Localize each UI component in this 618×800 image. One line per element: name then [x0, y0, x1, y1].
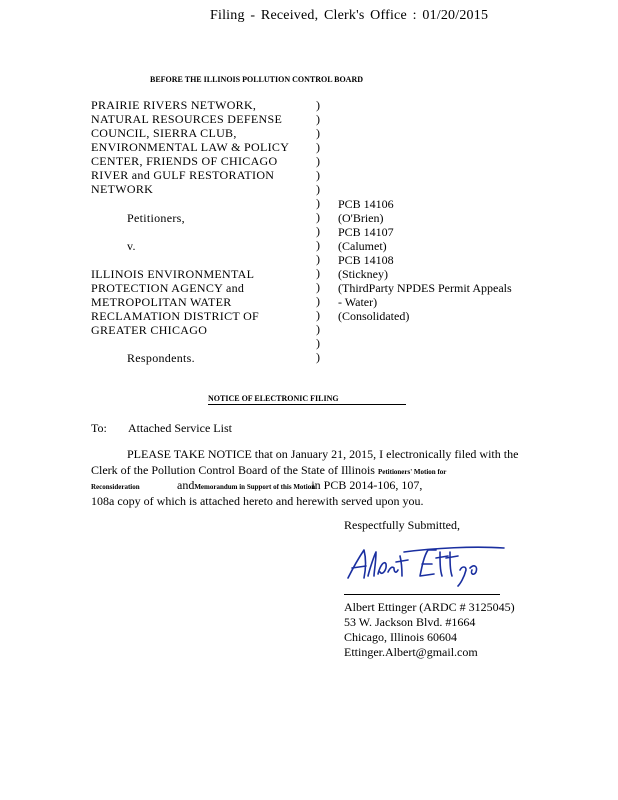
caption-paren: ) [316, 350, 320, 364]
caption-paren: ) [316, 252, 320, 266]
respondent-line: ILLINOIS ENVIRONMENTAL [91, 267, 255, 281]
caption-paren: ) [316, 238, 320, 252]
petitioner-line: ENVIRONMENTAL LAW & POLICY [91, 140, 290, 154]
caption-paren: ) [316, 112, 320, 126]
filing-header: Filing - Received, Clerk's Office : 01/20/2015 [210, 8, 489, 23]
caption-paren: ) [316, 168, 320, 182]
body-line-4: 108a copy of which is attached hereto and herewith served upon you. [91, 494, 424, 508]
caption-paren-column [316, 98, 320, 364]
caption-paren: ) [316, 140, 320, 154]
case-line: (Calumet) [338, 239, 387, 253]
signature-line [344, 594, 500, 595]
respondent-line: GREATER CHICAGO [91, 323, 208, 337]
signer-email: Ettinger.Albert@gmail.com [344, 645, 478, 659]
signer-address-2: Chicago, Illinois 60604 [344, 630, 457, 644]
versus-label: v. [127, 239, 136, 253]
caption-paren: ) [316, 294, 320, 308]
notice-title: NOTICE OF ELECTRONIC FILING [208, 394, 406, 405]
signer-name: Albert Ettinger (ARDC # 3125045) [344, 600, 515, 614]
and-word: and [177, 478, 195, 492]
caption-paren: ) [316, 154, 320, 168]
petitioner-line: RIVER and GULF RESTORATION [91, 168, 275, 182]
caption-paren: ) [316, 322, 320, 336]
petitioners-label: Petitioners, [127, 211, 185, 225]
to-label: To: [91, 421, 107, 435]
respondent-line: RECLAMATION DISTRICT OF [91, 309, 260, 323]
caption-paren: ) [316, 196, 320, 210]
caption-paren: ) [316, 224, 320, 238]
case-line: PCB 14106 [338, 197, 394, 211]
signer-address-1: 53 W. Jackson Blvd. #1664 [344, 615, 476, 629]
caption-paren: ) [316, 182, 320, 196]
case-line: (Consolidated) [338, 309, 410, 323]
respondents-label: Respondents. [127, 351, 195, 365]
case-line: PCB 14108 [338, 253, 394, 267]
petitioner-line: NATURAL RESOURCES DEFENSE [91, 112, 283, 126]
motion-title-part: Reconsideration [91, 483, 140, 491]
case-line: - Water) [338, 295, 378, 309]
caption-paren: ) [316, 308, 320, 322]
pcb-reference: in PCB 2014-106, 107, [311, 478, 423, 492]
respondent-line: METROPOLITAN WATER [91, 295, 232, 309]
board-title: BEFORE THE ILLINOIS POLLUTION CONTROL BOARD [150, 75, 364, 84]
case-line: PCB 14107 [338, 225, 394, 239]
caption-paren: ) [316, 280, 320, 294]
case-numbers-block [338, 197, 531, 323]
signature-image [344, 542, 514, 595]
closing: Respectfully Submitted, [344, 518, 460, 532]
caption-paren: ) [316, 266, 320, 280]
to-value: Attached Service List [128, 421, 232, 435]
memorandum-title: Memorandum in Support of this Motion [194, 483, 316, 491]
motion-title-part: Petitioners' Motion for [377, 468, 447, 476]
petitioner-line: CENTER, FRIENDS OF CHICAGO [91, 154, 278, 168]
case-line: (O'Brien) [338, 211, 384, 225]
caption-paren: ) [316, 98, 320, 112]
case-line: (Stickney) [338, 267, 388, 281]
petitioner-line: NETWORK [91, 182, 154, 196]
caption-paren: ) [316, 336, 320, 350]
signature-icon [344, 542, 514, 590]
caption-paren: ) [316, 126, 320, 140]
petitioner-line: PRAIRIE RIVERS NETWORK, [91, 98, 257, 112]
petitioner-line: COUNCIL, SIERRA CLUB, [91, 126, 237, 140]
body-line-1: PLEASE TAKE NOTICE that on January 21, 2015, I electronically filed with the [127, 447, 519, 461]
respondents-block [91, 267, 259, 337]
to-line [91, 421, 232, 436]
petitioners-block [91, 98, 289, 196]
signer-block [344, 600, 515, 660]
body-line-2-text: Clerk of the Pollution Control Board of the State of Illinois [91, 463, 375, 477]
caption-paren: ) [316, 210, 320, 224]
case-line: (ThirdParty NPDES Permit Appeals [338, 281, 512, 295]
respondent-line: PROTECTION AGENCY and [91, 281, 245, 295]
